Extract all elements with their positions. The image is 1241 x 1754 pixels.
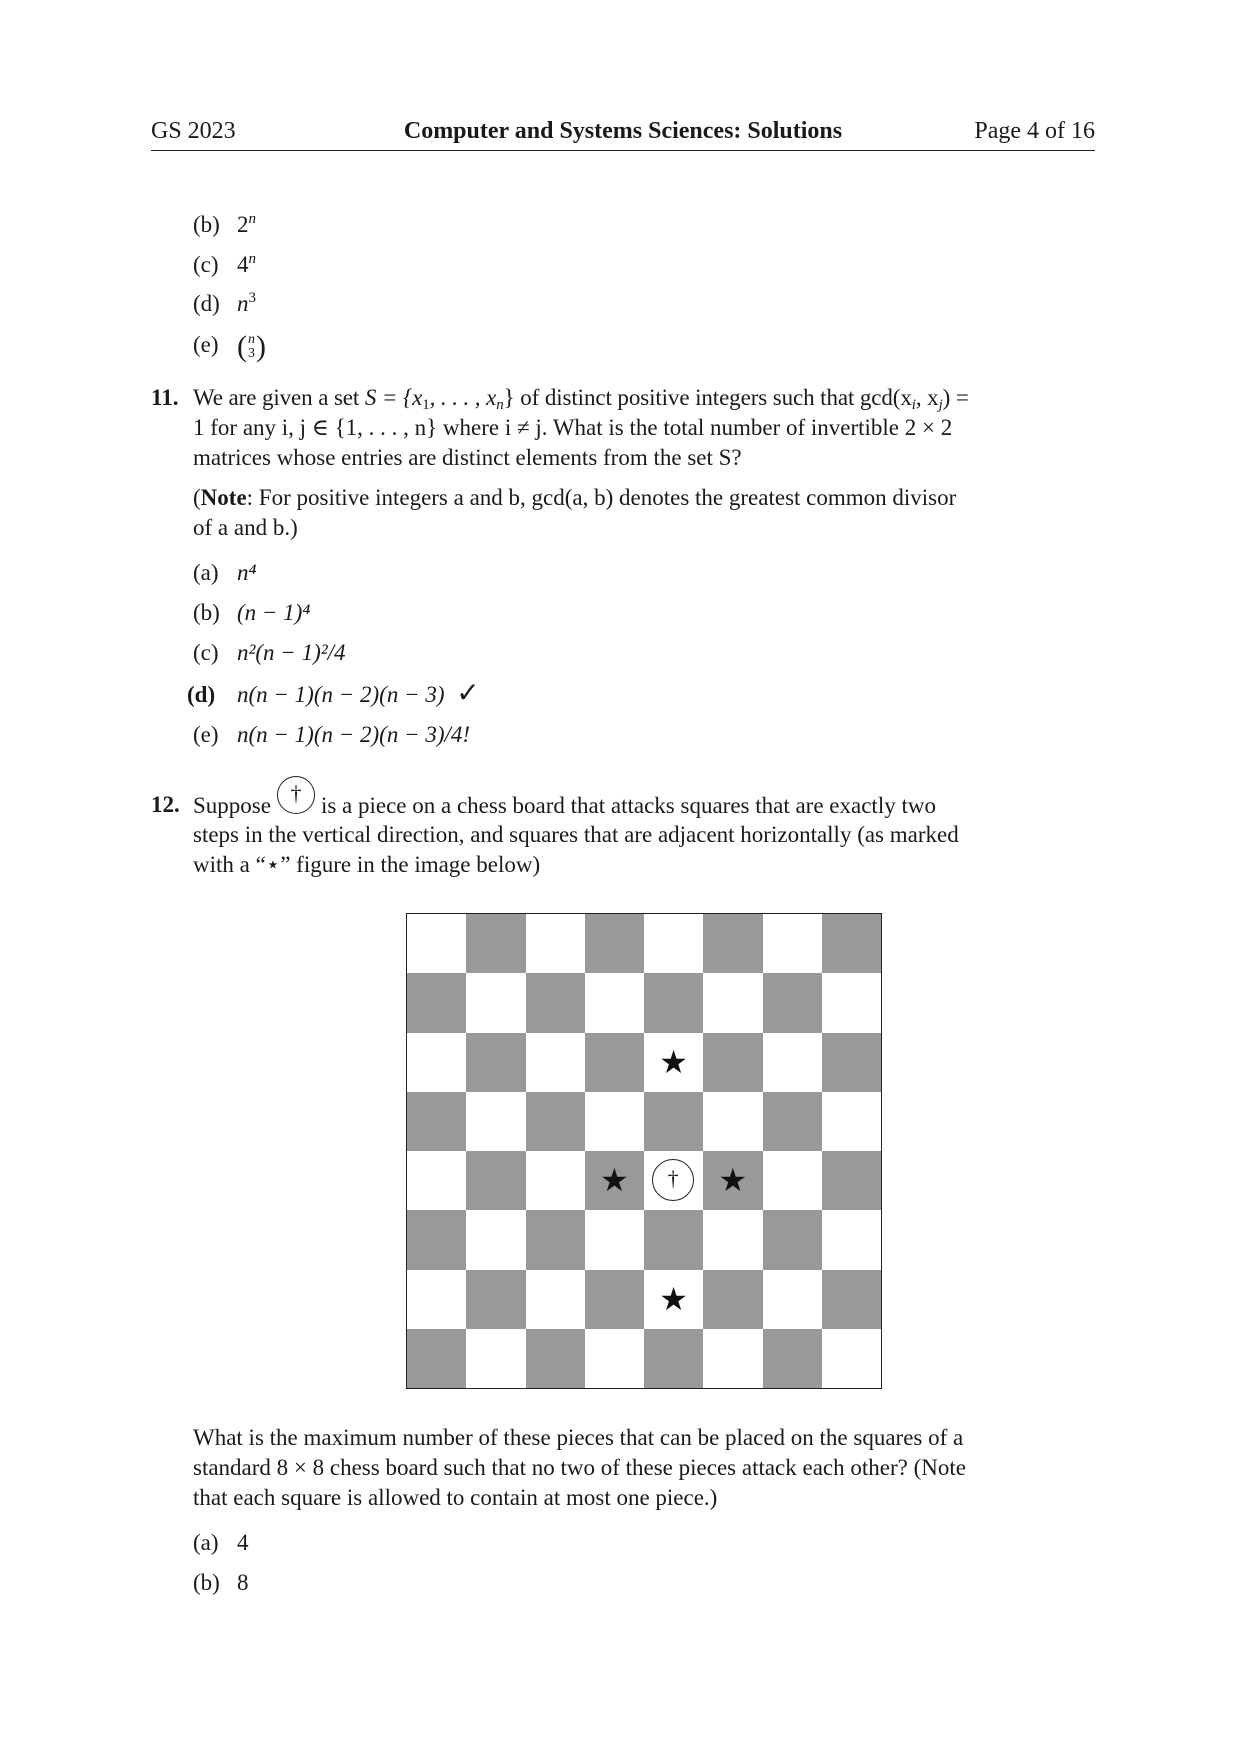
board-square xyxy=(466,1329,525,1388)
exam-code: GS 2023 xyxy=(151,118,236,144)
board-square xyxy=(644,914,703,973)
page-header xyxy=(151,116,1095,151)
q11-text: of distinct positive integers such that gcd(x xyxy=(520,385,912,410)
option-exponent: n xyxy=(248,211,256,227)
q11-line2: 1 for any i, j ∈ {1, . . . , n} where i ≠ j. What is the total number of invertible 2 × 2 xyxy=(193,415,953,440)
star-icon: ★ xyxy=(600,1162,629,1198)
board-square xyxy=(644,1329,703,1388)
board-square xyxy=(763,1151,822,1210)
q12-option-a xyxy=(193,1528,249,1558)
option-label: (e) xyxy=(193,722,219,747)
q12-number: 12. xyxy=(151,792,180,817)
chess-board xyxy=(406,913,882,1389)
q12-question-line3: that each square is allowed to contain at most one piece.) xyxy=(193,1485,718,1510)
board-square xyxy=(407,1151,466,1210)
dagger-piece-icon: † xyxy=(652,1159,694,1201)
board-square xyxy=(763,1270,822,1329)
board-square xyxy=(466,1210,525,1269)
note-label: Note xyxy=(200,485,247,510)
q11-set-close: } xyxy=(503,385,515,410)
board-square xyxy=(526,1092,585,1151)
option-text: n xyxy=(237,291,249,316)
option-label: (e) xyxy=(193,332,219,357)
q10-option-e xyxy=(193,329,266,363)
option-label: (d) xyxy=(187,682,216,707)
q12-question-line1: What is the maximum number of these pieces that can be placed on the squares of a xyxy=(193,1425,964,1450)
q11-text: We are given a set xyxy=(193,385,360,410)
q11-line1: We are given a set $S = \{x_1$, . . . , $x_n$} of distinct positive integers such that $\gcd(x_i$, $x_j$) = xyxy=(193,385,969,413)
board-square xyxy=(466,1151,525,1210)
board-square xyxy=(585,1092,644,1151)
check-mark-icon: ✓ xyxy=(456,678,480,709)
q12-option-b xyxy=(193,1568,249,1598)
board-square xyxy=(585,973,644,1032)
q11-set-tail: , . . . , x xyxy=(429,385,497,410)
star-icon: ★ xyxy=(659,1280,688,1317)
q12-question-line2: standard 8 × 8 chess board such that no two of these pieces attack each other? (Note xyxy=(193,1455,966,1480)
binomial-bottom: 3 xyxy=(248,345,255,361)
board-square xyxy=(644,1092,703,1151)
board-square xyxy=(407,1210,466,1269)
board-square xyxy=(763,973,822,1032)
q12-text: is a piece on a chess board that attacks squares that are exactly two xyxy=(320,793,936,818)
binomial: ( n 3 ) xyxy=(237,329,266,363)
q10-option-c xyxy=(193,250,256,280)
board-square xyxy=(526,914,585,973)
board-square xyxy=(763,914,822,973)
dagger-piece-icon: † xyxy=(277,776,315,814)
option-label: (b) xyxy=(193,600,220,625)
board-square xyxy=(703,1092,762,1151)
board-square xyxy=(526,973,585,1032)
q10-option-b xyxy=(193,210,256,240)
option-text: (n − 1)⁴ xyxy=(237,600,311,625)
q12-text: Suppose xyxy=(193,793,271,818)
board-square xyxy=(526,1151,585,1210)
board-square xyxy=(585,1270,644,1329)
page-number: Page 4 of 16 xyxy=(974,118,1095,144)
option-exponent: n xyxy=(248,251,256,267)
board-square xyxy=(526,1270,585,1329)
q11-option-c xyxy=(193,638,346,668)
document-title: Computer and Systems Sciences: Solutions xyxy=(403,118,843,144)
board-square xyxy=(703,973,762,1032)
star-icon: ★ xyxy=(659,1043,688,1080)
option-label: (d) xyxy=(193,291,220,316)
board-square xyxy=(407,914,466,973)
board-square xyxy=(703,1033,762,1092)
board-square xyxy=(822,1270,881,1329)
board-square xyxy=(526,1033,585,1092)
option-text: n²(n − 1)²/4 xyxy=(237,640,346,665)
option-label: (c) xyxy=(193,252,219,277)
board-square xyxy=(466,1033,525,1092)
option-label: (a) xyxy=(193,560,219,585)
q11-note-line2: of a and b.) xyxy=(193,515,298,540)
q11-line3: matrices whose entries are distinct elements from the set S? xyxy=(193,445,742,470)
option-label: (a) xyxy=(193,1530,219,1555)
board-square xyxy=(644,1210,703,1269)
board-square xyxy=(644,973,703,1032)
q12-line3: with a “⋆” figure in the image below) xyxy=(193,852,541,877)
q12-line2: steps in the vertical direction, and squares that are adjacent horizontally (as marked xyxy=(193,822,959,847)
option-label: (c) xyxy=(193,640,219,665)
q11-set: S = {x xyxy=(364,385,423,410)
board-square xyxy=(703,1270,762,1329)
q11-number: 11. xyxy=(151,385,179,410)
q11-option-b xyxy=(193,598,310,628)
board-square xyxy=(407,973,466,1032)
option-text: 4 xyxy=(237,252,249,277)
board-square xyxy=(822,1329,881,1388)
board-square xyxy=(763,1092,822,1151)
board-square xyxy=(585,914,644,973)
board-square xyxy=(585,1210,644,1269)
star-icon: ★ xyxy=(718,1162,748,1198)
q11-option-d-correct xyxy=(187,679,480,709)
option-label: (b) xyxy=(193,1570,220,1595)
option-text: 2 xyxy=(237,212,249,237)
board-square xyxy=(407,1329,466,1388)
board-square xyxy=(466,1092,525,1151)
board-square xyxy=(466,914,525,973)
option-text: n(n − 1)(n − 2)(n − 3)/4! xyxy=(237,722,471,747)
option-text: 4 xyxy=(237,1530,249,1555)
board-square xyxy=(822,1092,881,1151)
board-square xyxy=(822,1151,881,1210)
board-square xyxy=(526,1329,585,1388)
board-square xyxy=(585,1033,644,1092)
board-square xyxy=(822,1033,881,1092)
board-square xyxy=(822,973,881,1032)
board-square xyxy=(407,1033,466,1092)
q11-option-e xyxy=(193,720,470,750)
board-square xyxy=(585,1329,644,1388)
board-square xyxy=(763,1329,822,1388)
board-square xyxy=(703,1329,762,1388)
board-square xyxy=(703,914,762,973)
board-square xyxy=(703,1210,762,1269)
board-square xyxy=(466,1270,525,1329)
board-square xyxy=(526,1210,585,1269)
q10-option-d xyxy=(193,289,256,319)
board-square xyxy=(407,1270,466,1329)
binomial-top: n xyxy=(248,331,255,347)
option-label: (b) xyxy=(193,212,220,237)
q11-text: ) = xyxy=(942,385,969,410)
board-square xyxy=(822,914,881,973)
board-square xyxy=(763,1033,822,1092)
board-square xyxy=(466,973,525,1032)
q11-text: , x xyxy=(915,385,939,410)
option-text: n⁴ xyxy=(237,560,257,585)
q11-note: (Note: For positive integers a and b, gcd(a, b) denotes the greatest common divisor xyxy=(193,485,957,510)
note-text: : For positive integers a and b, gcd(a, b) denotes the greatest common divisor xyxy=(246,485,957,510)
option-exponent: 3 xyxy=(248,290,256,306)
board-square xyxy=(407,1092,466,1151)
q11-option-a xyxy=(193,558,257,588)
option-text: 8 xyxy=(237,1570,249,1595)
board-square xyxy=(822,1210,881,1269)
board-square xyxy=(763,1210,822,1269)
option-text: n(n − 1)(n − 2)(n − 3) xyxy=(237,682,445,707)
